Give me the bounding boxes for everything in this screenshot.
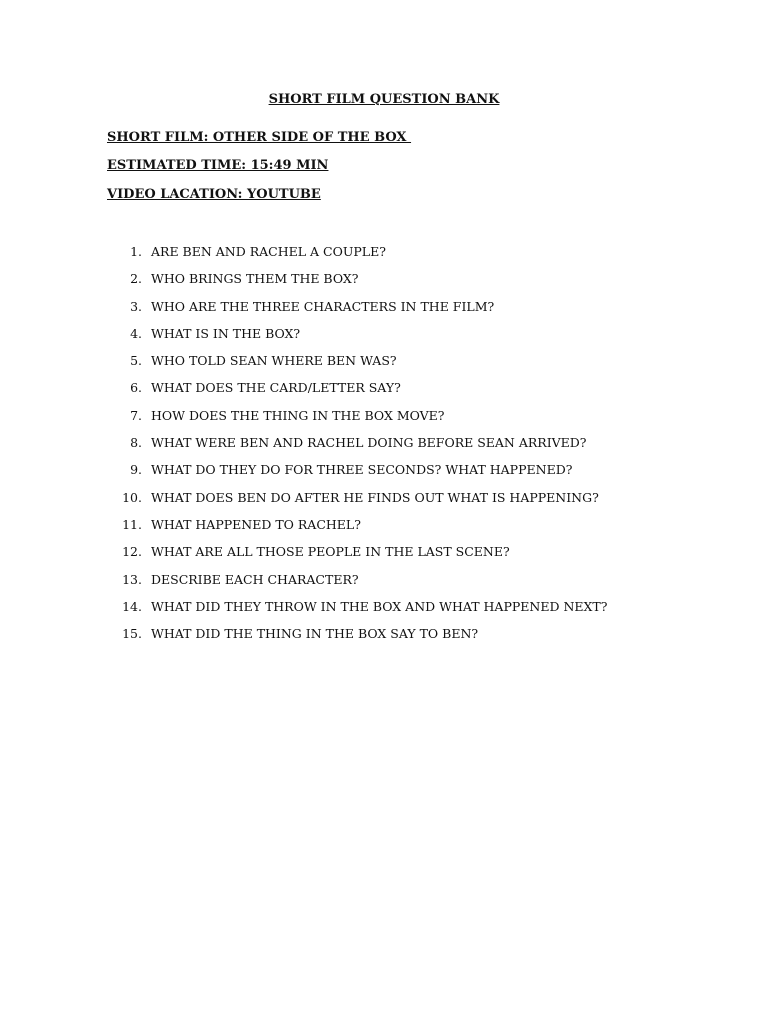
- question-number: 7.: [130, 407, 142, 423]
- question-number: 3.: [130, 298, 142, 314]
- question-item: [0, 325, 768, 352]
- question-item: [0, 407, 768, 434]
- question-item: [0, 379, 768, 406]
- video-location-line: VIDEO LACATION: YOUTUBE: [107, 187, 321, 202]
- document-title: SHORT FILM QUESTION BANK: [268, 92, 500, 107]
- question-text: WHAT DOES THE CARD/LETTER SAY?: [151, 380, 401, 396]
- question-item: [0, 571, 768, 598]
- question-number: 10.: [122, 489, 142, 505]
- question-number: 1.: [130, 244, 142, 259]
- question-item: [0, 461, 768, 488]
- question-number: 13.: [122, 571, 142, 587]
- question-text: WHAT ARE ALL THOSE PEOPLE IN THE LAST SCENE?: [151, 544, 510, 560]
- question-text: HOW DOES THE THING IN THE BOX MOVE?: [151, 407, 445, 423]
- question-number: 5.: [130, 353, 142, 369]
- question-item: [0, 352, 768, 379]
- question-text: WHAT DID THEY THROW IN THE BOX AND WHAT HAPPENED NEXT?: [151, 598, 608, 614]
- question-number: 2.: [130, 271, 142, 287]
- question-item: [0, 298, 768, 325]
- question-number: 12.: [122, 544, 142, 560]
- question-text: WHO BRINGS THEM THE BOX?: [151, 271, 359, 287]
- question-number: 9.: [130, 462, 142, 478]
- question-item: [0, 598, 768, 625]
- question-list: [0, 243, 768, 652]
- question-text: WHAT DO THEY DO FOR THREE SECONDS? WHAT HAPPENED?: [151, 462, 573, 478]
- question-text: DESCRIBE EACH CHARACTER?: [151, 571, 359, 587]
- question-item: [0, 243, 768, 270]
- question-item: [0, 434, 768, 461]
- question-number: 11.: [122, 516, 142, 532]
- question-text: WHAT WERE BEN AND RACHEL DOING BEFORE SEAN ARRIVED?: [151, 435, 587, 451]
- question-text: WHAT DID THE THING IN THE BOX SAY TO BEN?: [151, 626, 479, 642]
- question-number: 6.: [130, 380, 142, 396]
- question-text: WHAT DOES BEN DO AFTER HE FINDS OUT WHAT IS HAPPENING?: [151, 489, 599, 505]
- question-item: [0, 489, 768, 516]
- estimated-time-line: ESTIMATED TIME: 15:49 MIN: [107, 158, 329, 173]
- short-film-line: SHORT FILM: OTHER SIDE OF THE BOX: [107, 130, 412, 145]
- question-item: [0, 543, 768, 570]
- question-number: 15.: [122, 626, 142, 642]
- question-text: ARE BEN AND RACHEL A COUPLE?: [151, 244, 386, 259]
- question-item: [0, 625, 768, 652]
- question-number: 14.: [122, 598, 142, 614]
- question-text: WHO ARE THE THREE CHARACTERS IN THE FILM?: [151, 298, 495, 314]
- question-text: WHAT IS IN THE BOX?: [151, 325, 301, 341]
- question-item: [0, 270, 768, 297]
- question-number: 8.: [130, 435, 142, 451]
- question-number: 4.: [130, 325, 142, 341]
- question-item: [0, 516, 768, 543]
- question-text: WHAT HAPPENED TO RACHEL?: [151, 516, 361, 532]
- question-text: WHO TOLD SEAN WHERE BEN WAS?: [151, 353, 397, 369]
